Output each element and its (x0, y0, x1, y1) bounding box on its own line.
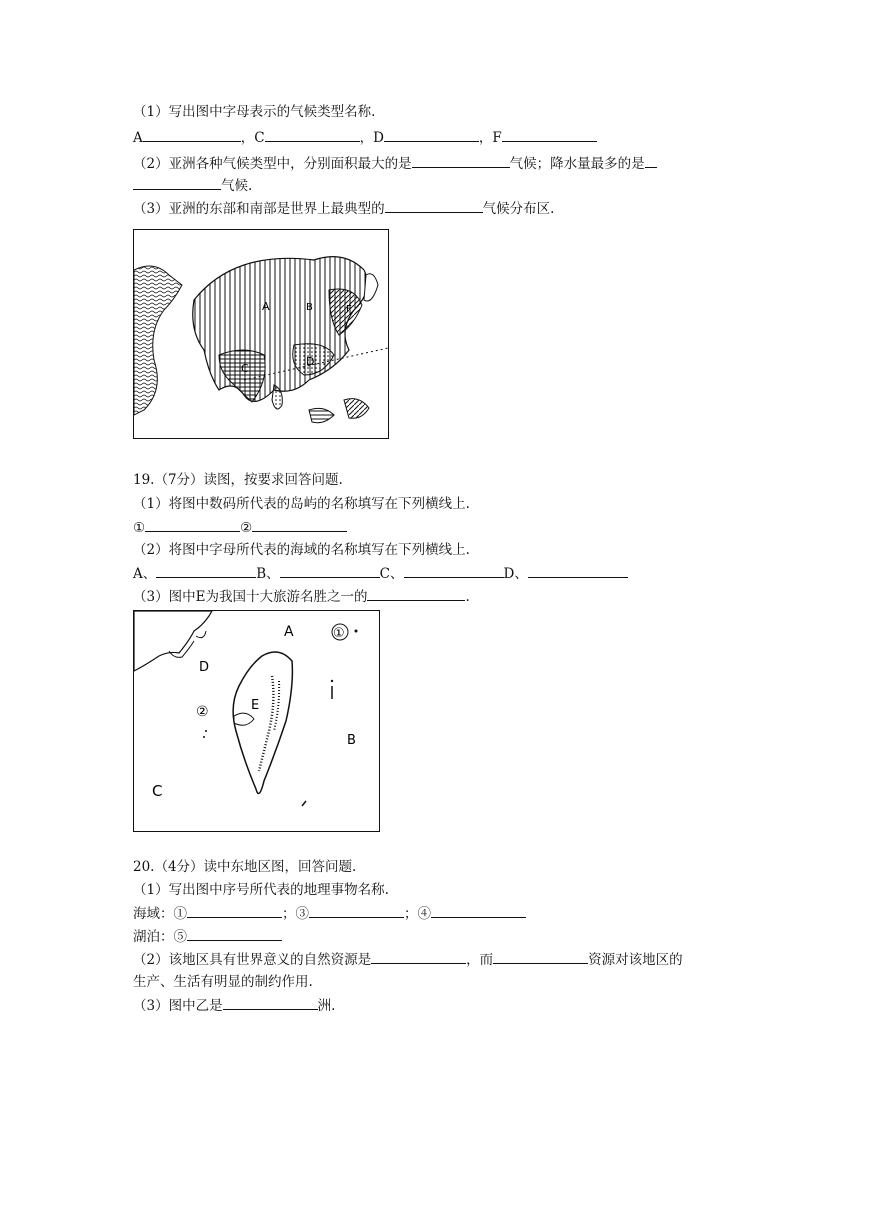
q19-p2 (133, 541, 470, 559)
map2-label-c: C (152, 782, 163, 800)
q19-p2-answers (133, 564, 628, 583)
penghu-dots-2 (203, 736, 205, 738)
map2-label-1: ① (333, 626, 345, 641)
q2-text-c: 气候. (221, 178, 253, 194)
q20-sea-answers (133, 904, 526, 923)
q19-p3-text-a: （3）图中E为我国十大旅游名胜之一的 (133, 589, 368, 605)
q2-text-b: 气候；降水量最多的是 (509, 156, 645, 172)
q20-p2 (133, 950, 683, 969)
answer-blank-f[interactable] (502, 128, 597, 142)
answer-blank-resource-1[interactable] (371, 950, 466, 964)
q2-line (133, 154, 657, 173)
japan (364, 274, 378, 301)
q1-label-c: ，C (240, 130, 265, 146)
answer-blank-lake-5[interactable] (187, 927, 282, 941)
q19-title-text: 19.（7分）读图，按要求回答问题. (133, 472, 343, 488)
q20-p2-cont (133, 973, 313, 991)
island-dot-j (331, 680, 333, 682)
q1-label-f: ，F (478, 130, 502, 146)
q20-p2-text-c: 资源对该地区的 (588, 952, 683, 968)
q20-p3 (133, 996, 335, 1015)
q1-answer-line (133, 128, 597, 147)
answer-blank-sea-b[interactable] (280, 564, 380, 578)
map2-label-e: E (251, 698, 260, 713)
q20-p2-text-a: （2）该地区具有世界意义的自然资源是 (133, 952, 372, 968)
q3-text-a: （3）亚洲的东部和南部是世界上最典型的 (133, 201, 385, 217)
answer-blank-largest[interactable] (412, 154, 510, 168)
q20-p3-text-a: （3）图中乙是 (133, 998, 223, 1014)
q20-p1-text: （1）写出图中序号所代表的地理事物名称. (133, 882, 389, 898)
answer-blank-rainiest-start[interactable] (645, 154, 657, 168)
answer-blank-a[interactable] (143, 128, 241, 142)
answer-blank-island-2[interactable] (252, 518, 347, 532)
q19-p3 (133, 587, 470, 606)
answer-blank-sea-3[interactable] (309, 904, 404, 918)
q20-sea-3: ；③ (282, 906, 309, 922)
map1-label-c: C (241, 362, 249, 375)
answer-blank-island-1[interactable] (145, 518, 240, 532)
q1-text: （1）写出图中字母表示的气候类型名称. (133, 104, 376, 120)
q20-lake-answer (133, 927, 282, 946)
q1-label-a: A (133, 130, 143, 146)
map2-label-2: ② (196, 704, 209, 720)
answer-blank-resource-2[interactable] (493, 950, 588, 964)
q19-label-a: A、 (133, 566, 157, 582)
answer-blank-d[interactable] (384, 128, 479, 142)
q2-text-a: （2）亚洲各种气候类型中，分别面积最大的是 (133, 156, 412, 172)
q20-sea-4: ；④ (404, 906, 431, 922)
q3-line (133, 199, 554, 218)
answer-blank-continent[interactable] (223, 996, 318, 1010)
map1-label-b: B (306, 302, 313, 313)
answer-blank-sea-c[interactable] (404, 564, 504, 578)
question-1-text (133, 103, 375, 121)
q19-num-2: ② (240, 520, 253, 536)
q19-p2-text: （2）将图中字母所代表的海域的名称填写在下列横线上. (133, 542, 470, 558)
answer-blank-sea-1[interactable] (187, 904, 282, 918)
map2-label-d: D (199, 660, 210, 675)
q3-text-b: 气候分布区. (482, 201, 555, 217)
q20-title (133, 858, 356, 876)
q19-title (133, 471, 343, 489)
island-1 (309, 408, 334, 422)
asia-climate-map (133, 229, 389, 439)
q20-p2-text-d: 生产、生活有明显的制约作用. (133, 974, 313, 990)
penghu-dots (205, 730, 207, 732)
q19-p3-text-b: . (465, 589, 470, 605)
q1-label-d: ，D (359, 130, 384, 146)
answer-blank-rainiest[interactable] (133, 176, 221, 190)
island-2 (344, 399, 369, 419)
q20-sea-label: 海域：① (133, 906, 187, 922)
q19-p1 (133, 495, 470, 513)
q2-line-2 (133, 176, 252, 195)
q19-p1-text: （1）将图中数码所代表的岛屿的名称填写在下列横线上. (133, 496, 470, 512)
q19-num-1: ① (133, 520, 146, 536)
answer-blank-sea-d[interactable] (528, 564, 628, 578)
map1-label-f: F (346, 304, 352, 315)
answer-blank-c[interactable] (265, 128, 360, 142)
q19-label-c: C、 (379, 566, 404, 582)
map2-label-b: B (347, 733, 356, 748)
q19-label-b: B、 (256, 566, 280, 582)
q19-label-d: D、 (503, 566, 528, 582)
map2-label-a: A (284, 624, 294, 640)
q20-p3-text-b: 洲. (317, 998, 336, 1014)
q20-title-text: 20.（4分）读中东地区图，回答问题. (133, 859, 357, 875)
answer-blank-sea-4[interactable] (431, 904, 526, 918)
map1-label-a: A (262, 300, 270, 313)
small-isle-south (302, 801, 306, 806)
q19-p1-answers (133, 518, 347, 537)
taiwan-map (133, 610, 380, 832)
europe-outline (134, 266, 182, 415)
answer-blank-sea-a[interactable] (156, 564, 256, 578)
map1-label-d: D (306, 355, 315, 368)
answer-blank-typical[interactable] (385, 199, 483, 213)
q20-p2-text-b: ，而 (466, 952, 494, 968)
answer-blank-scenic[interactable] (367, 587, 465, 601)
q20-p1 (133, 881, 389, 899)
q20-lake-label: 湖泊：⑤ (133, 929, 187, 945)
island-marker-1 (355, 630, 358, 633)
taiwan-island (233, 652, 292, 794)
